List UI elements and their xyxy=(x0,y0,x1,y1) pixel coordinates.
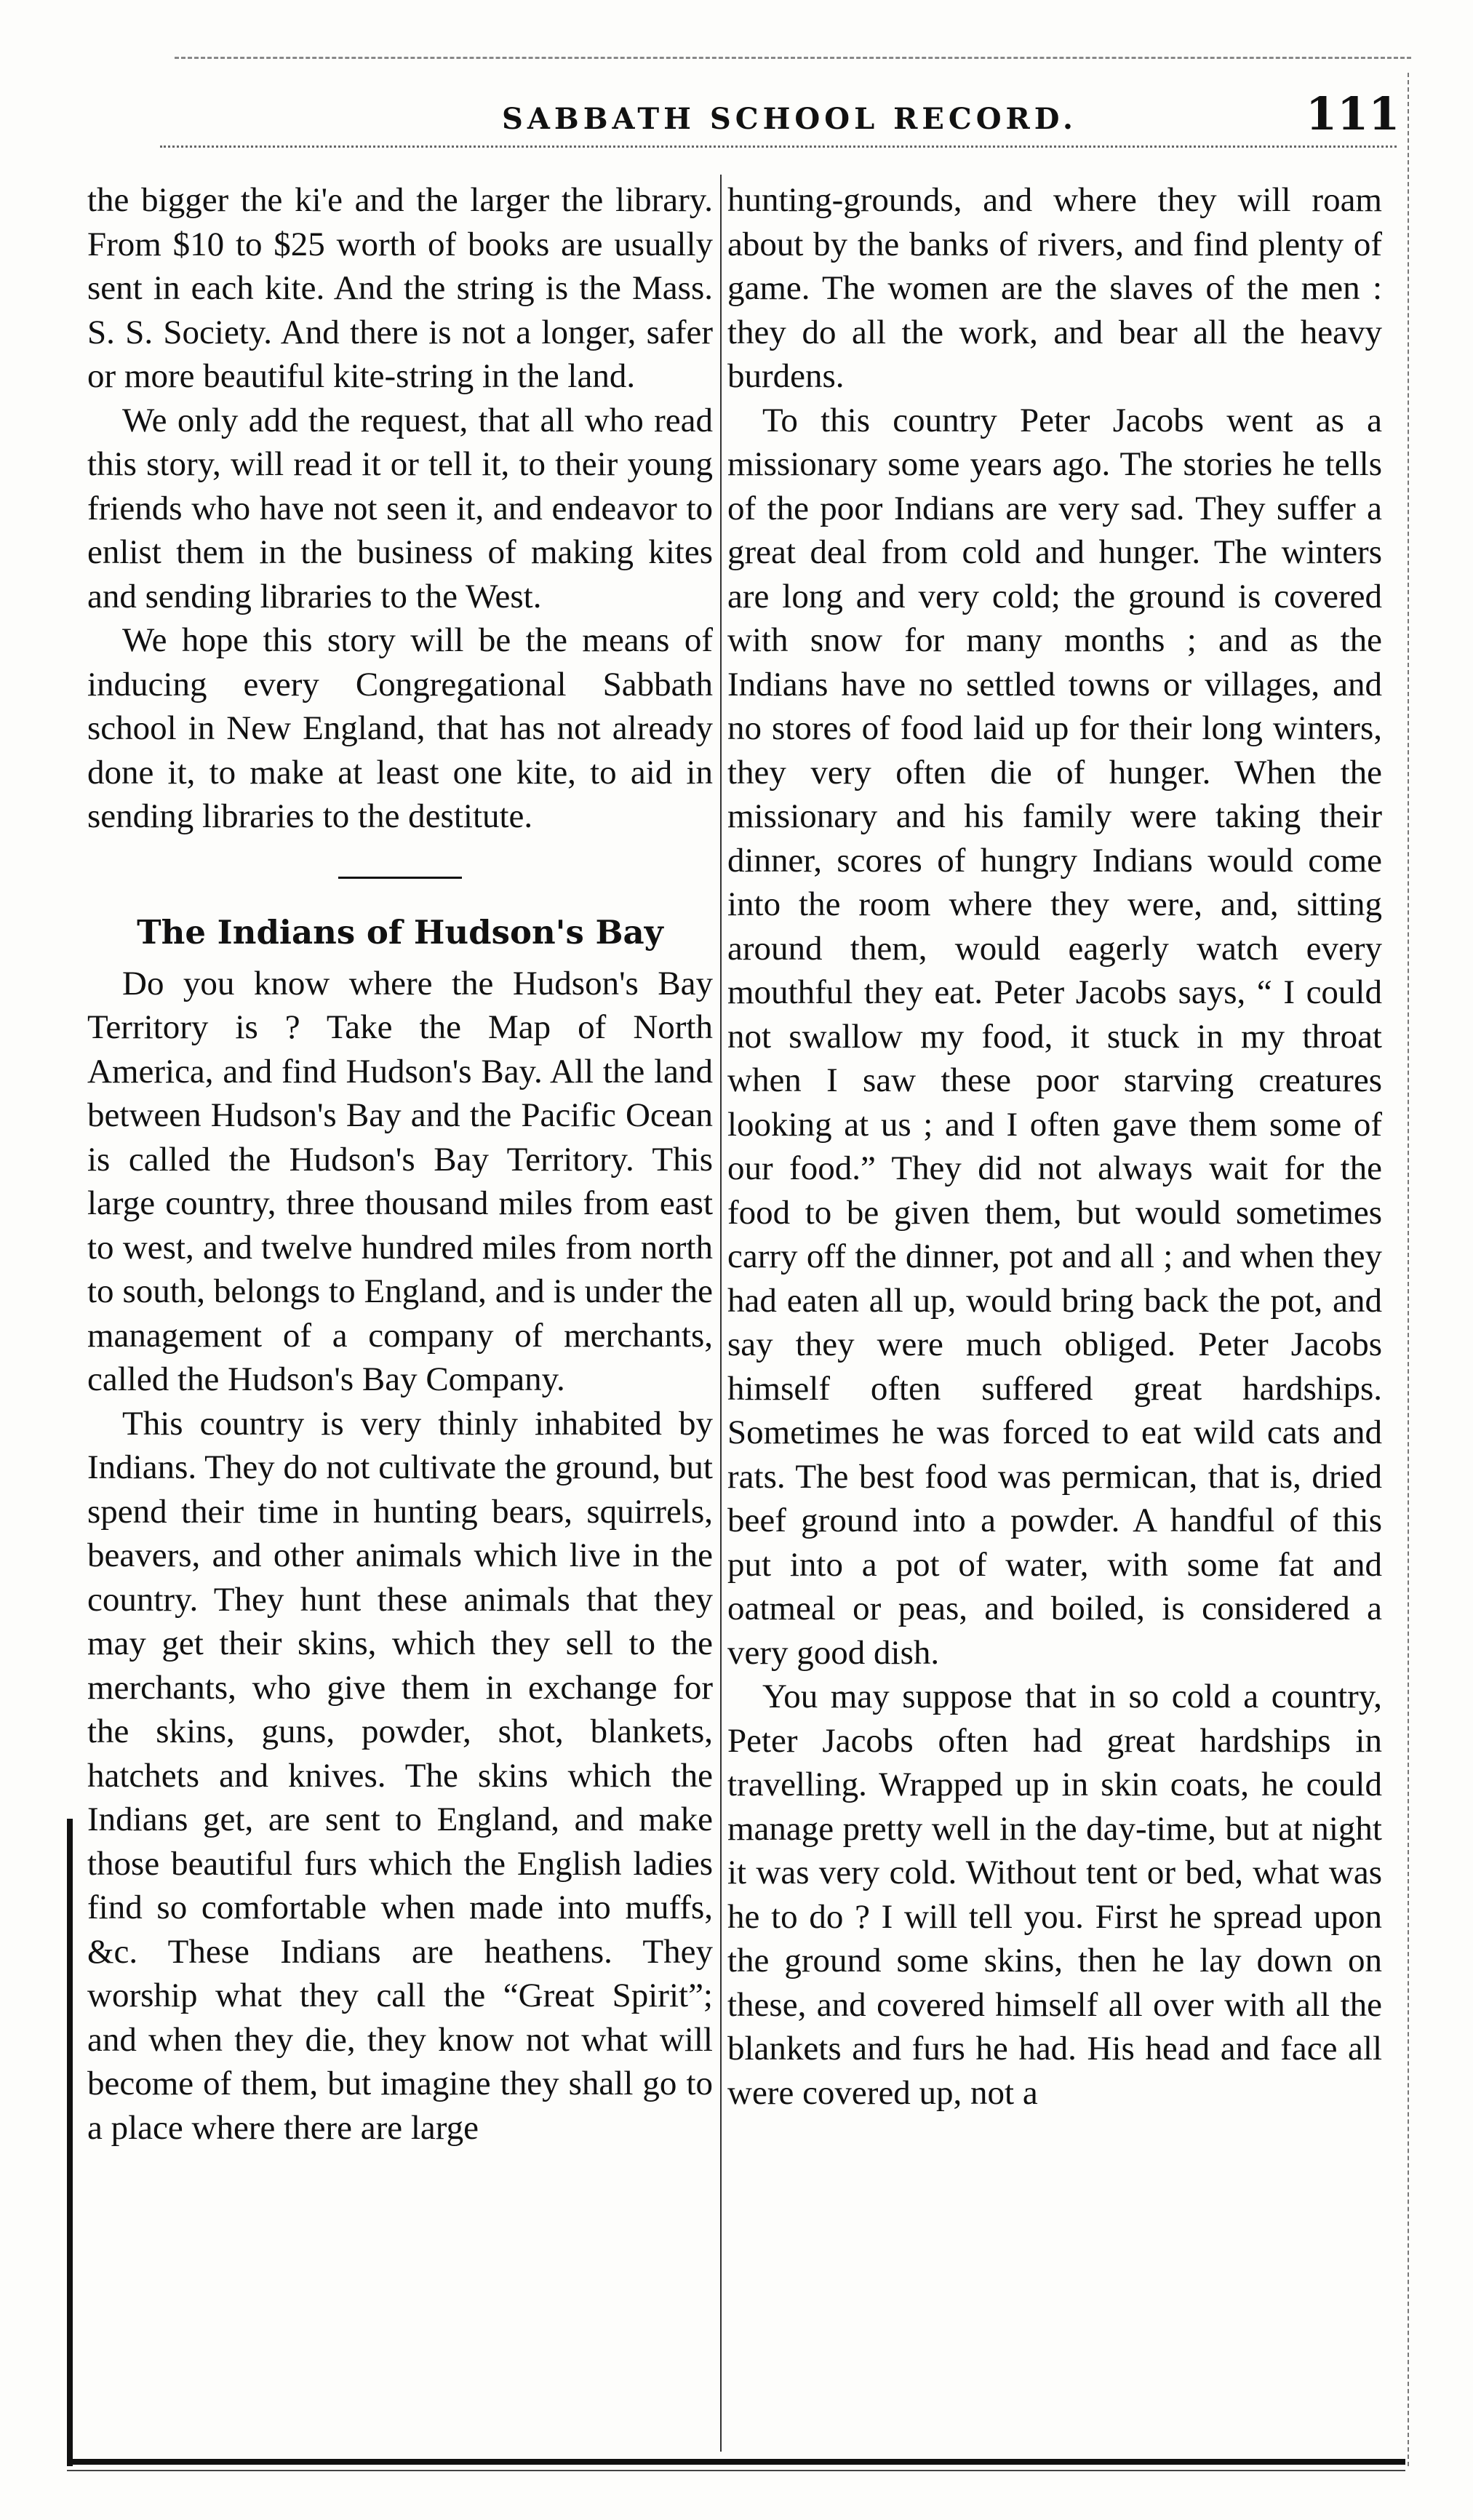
bottom-rule xyxy=(67,2459,1405,2465)
top-edge-marks xyxy=(175,57,1411,59)
page-number: 111 xyxy=(1306,87,1400,140)
left-paragraph-2: We only add the request, that all who read this story, will read it or tell it, to their young friends who have not seen it, and endeavor to enlist them in the business of making kites and sending libraries to the West. xyxy=(87,401,713,615)
left-paragraph-3: We hope this story will be the means of inducing every Congregational Sabbath school in New England, that has not already done it, to make at least one kite, to aid in sending libraries to the destitute. xyxy=(87,621,713,835)
left-paragraph-4: Do you know where the Hudson's Bay Territory is ? Take the Map of North America, and find Hudson's Bay. All the land between Hudson's Bay and the Pacific Ocean is called the Hudson's Bay Territory. This large country, three thousand miles from east to west, and twelve hundred miles from north to south, belongs to England, and is under the management of a company of merchants, called the Hudson's Bay Company. xyxy=(87,964,713,1398)
left-paragraph-1: the bigger the ki'e and the larger the library. From $10 to $25 worth of books are usually sent in each kite. And the string is the Mass. S. S. Society. And there is not a longer, safer or more beautiful kite-string in the land. xyxy=(87,181,713,395)
right-paragraph-3: You may suppose that in so cold a country, Peter Jacobs often had great hardships in travelling. Wrapped up in skin coats, he could manage pretty well in the day-time, but at night it was very cold. Without tent or bed, what was he to do ? I will tell you. First he spread upon the ground some skins, then he lay down on these, and covered himself all over with all the blankets and furs he had. His head and face all were covered up, not a xyxy=(727,1678,1382,2112)
header-rule xyxy=(160,145,1397,148)
right-paragraph-1: hunting-grounds, and where they will roam about by the banks of rivers, and find plenty of game. The women are the slaves of the men : they do all the work, and bear all the heavy burdens. xyxy=(727,181,1382,395)
section-divider xyxy=(338,877,462,879)
right-column xyxy=(727,178,1382,2470)
article-title: The Indians of Hudson's Bay xyxy=(137,912,663,952)
running-head-title: SABBATH SCHOOL RECORD. xyxy=(502,102,1077,136)
bottom-rule-thin xyxy=(67,2470,1405,2471)
right-paragraph-2: To this country Peter Jacobs went as a missionary some years ago. The stories he tells of the poor Indians are very sad. They suffer a great deal from cold and hunger. The winters are long and very cold; the ground is covered with snow for many months ; and as the Indians have no settled towns or villages, and no stores of food laid up for their long winters, they very often die of hunger. When the missionary and his family were taking their dinner, scores of hungry Indians would come into the room where they were, and, sitting around them, would eagerly watch every mouthful they eat. Peter Jacobs says, “ I could not swallow my food, it stuck in my throat when I saw these poor starving creatures looking at us ; and I often gave them some of our food.” They did not always wait for the food to be given them, but would sometimes carry off the dinner, pot and all ; and when they had eaten all up, would bring back the pot, and say they were much obliged. Peter Jacobs himself often suffered great hardships. Sometimes he was forced to eat wild cats and rats. The best food was permican, that is, dried beef ground into a powder. A handful of this put into a pot of water, with some fat and oatmeal or peas, and boiled, is considered a very good dish. xyxy=(727,401,1382,1672)
left-margin-bar xyxy=(67,1819,73,2466)
left-paragraph-5: This country is very thinly inhabited by Indians. They do not cultivate the ground, but spend their time in hunting bears, squirrels, beavers, and other animals which live in the country. They hunt these animals that they may get their skins, which they sell to the merchants, who give them in exchange for the skins, guns, powder, shot, blankets, hatchets and knives. The skins which the Indians get, are sent to England, and make those beautiful furs which the English ladies find so comfortable when made into muffs, &c. These Indians are heathens. They worship what they call the “Great Spirit”; and when they die, they know not what will become of them, but imagine they shall go to a place where there are large xyxy=(87,1404,713,2147)
running-head xyxy=(0,87,1473,145)
right-edge-marks xyxy=(1408,73,1409,2466)
left-column xyxy=(87,178,713,2470)
column-divider xyxy=(720,175,722,2452)
